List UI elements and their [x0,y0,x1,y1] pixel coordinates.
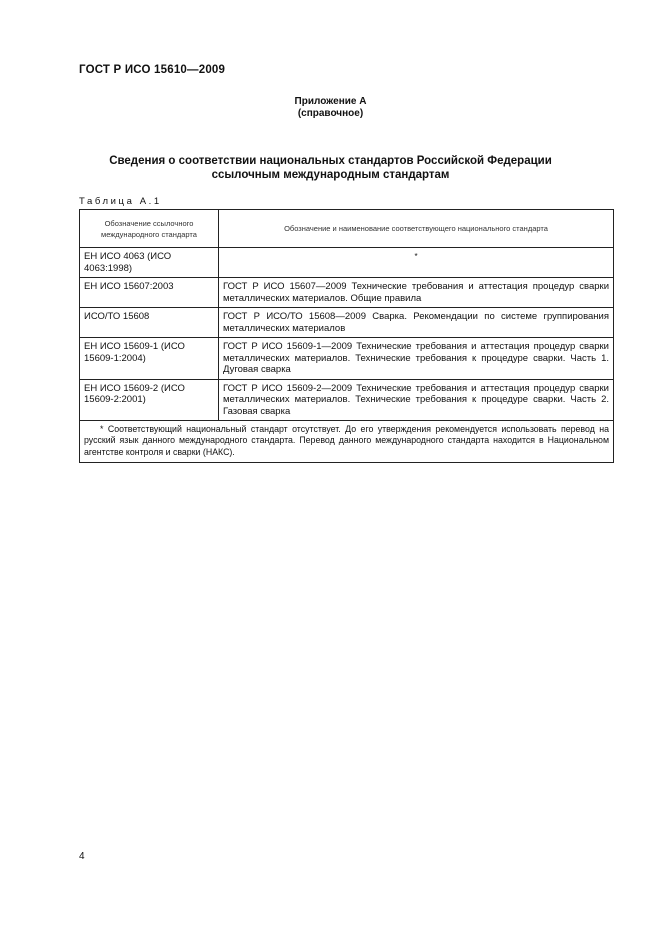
table-footnote: * Соответствующий национальный стандарт отсутствует. До его утверждения рекомендуется использовать перевод на русский язык данного международного стандарта. Перевод данного международного стандарта находится в Национальном агентстве контроля и сварки (НАКС). [80,421,614,463]
annex-title-line-1: Сведения о соответствии национальных стандартов Российской Федерации [109,155,552,167]
table-note-row [80,421,614,463]
annex-title-line-2: ссылочным международным стандартам [211,169,450,181]
page-number: 4 [79,851,85,862]
header-reference-standard: Обозначение ссылочного международного стандарта [80,210,219,248]
reference-standard-cell: ИСО/ТО 15608 [80,308,219,338]
reference-standard-cell: ЕН ИСО 4063 (ИСО 4063:1998) [80,248,219,278]
table-caption: Таблица А.1 [79,196,162,207]
reference-standard-cell: ЕН ИСО 15607:2003 [80,278,219,308]
national-standard-cell: * [219,248,614,278]
correspondence-table [79,209,614,463]
annex-heading [0,96,661,120]
national-standard-cell: ГОСТ Р ИСО 15609-2—2009 Технические требования и аттестация процедур сварки металлических материалов. Технические требования к процедуре сварки. Часть 2. Газовая сварка [219,379,614,421]
table-header-row [80,210,614,248]
national-standard-cell: ГОСТ Р ИСО/ТО 15608—2009 Сварка. Рекомендации по системе группирования металлических материалов [219,308,614,338]
header-national-standard: Обозначение и наименование соответствующего национального стандарта [219,210,614,248]
table-row [80,379,614,421]
document-code: ГОСТ Р ИСО 15610—2009 [79,64,226,76]
national-standard-cell: ГОСТ Р ИСО 15607—2009 Технические требования и аттестация процедур сварки металлических материалов. Общие правила [219,278,614,308]
table-row [80,338,614,380]
annex-label: Приложение А [294,96,367,107]
reference-standard-cell: ЕН ИСО 15609-1 (ИСО 15609-1:2004) [80,338,219,380]
annex-type: (справочное) [297,108,364,119]
reference-standard-cell: ЕН ИСО 15609-2 (ИСО 15609-2:2001) [80,379,219,421]
national-standard-cell: ГОСТ Р ИСО 15609-1—2009 Технические требования и аттестация процедур сварки металлических материалов. Технические требования к процедуре сварки. Часть 1. Дуговая сварка [219,338,614,380]
table-row [80,308,614,338]
annex-title [0,154,661,182]
table-row [80,248,614,278]
table-row [80,278,614,308]
